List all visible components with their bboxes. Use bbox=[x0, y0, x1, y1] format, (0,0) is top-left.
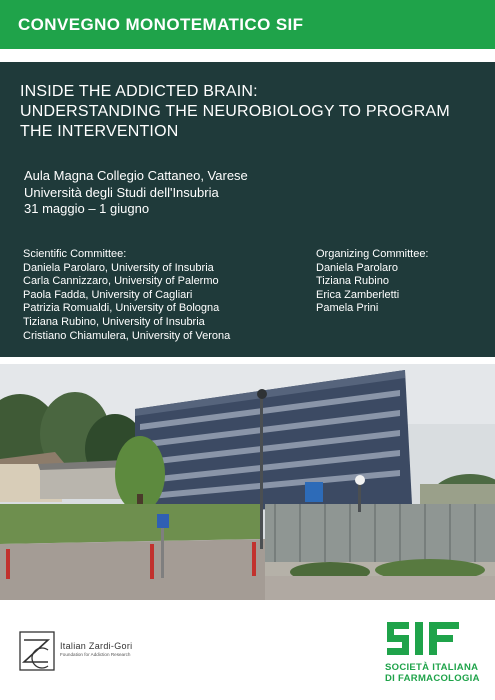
sif-logo bbox=[385, 620, 485, 686]
zardi-gori-subtitle: Foundation for Addiction Research bbox=[60, 652, 131, 657]
committee-member: Patrizia Romualdi, University of Bologna bbox=[23, 302, 220, 315]
committee-heading: Organizing Committee: bbox=[316, 248, 429, 260]
venue-photo bbox=[0, 364, 495, 600]
committee-member: Erica Zamberletti bbox=[316, 288, 400, 301]
committee-member: Paola Fadda, University of Cagliari bbox=[23, 288, 193, 301]
venue-name: Aula Magna Collegio Cattaneo, Varese bbox=[24, 168, 248, 183]
committee-member: Pamela Prini bbox=[316, 302, 379, 315]
event-title-line: THE INTERVENTION bbox=[20, 123, 179, 140]
venue-university: Università degli Studi dell'Insubria bbox=[24, 184, 219, 200]
venue-block bbox=[24, 168, 248, 218]
event-info-panel bbox=[0, 62, 495, 357]
zardi-gori-logo bbox=[18, 630, 168, 676]
sif-mark-icon bbox=[385, 620, 465, 658]
committee-member: Cristiano Chiamulera, University of Verona bbox=[23, 329, 231, 342]
event-title-line: INSIDE THE ADDICTED BRAIN: bbox=[20, 83, 258, 100]
event-title bbox=[20, 82, 485, 142]
event-title-line: UNDERSTANDING THE NEUROBIOLOGY TO PROGRAM bbox=[20, 103, 450, 120]
committee-member: Carla Cannizzaro, University of Palermo bbox=[23, 275, 219, 288]
zardi-gori-name: Italian Zardi-Gori bbox=[60, 641, 133, 651]
zardi-gori-mark-icon bbox=[18, 630, 58, 676]
committee-member: Daniela Parolaro, University of Insubria bbox=[23, 261, 214, 274]
event-dates: 31 maggio – 1 giugno bbox=[24, 201, 150, 216]
committee-heading: Scientific Committee: bbox=[23, 248, 127, 260]
banner-title: CONVEGNO MONOTEMATICO SIF bbox=[18, 15, 304, 34]
sif-name-line: DI FARMACOLOGIA bbox=[385, 673, 480, 684]
committee-member: Tiziana Rubino bbox=[316, 275, 389, 288]
header-banner bbox=[0, 0, 495, 52]
committee-member: Tiziana Rubino, University of Insubria bbox=[23, 315, 205, 328]
sif-name-line: SOCIETÀ ITALIANA bbox=[385, 662, 479, 673]
committee-member: Daniela Parolaro bbox=[316, 261, 398, 274]
scientific-committee bbox=[23, 248, 230, 343]
organizing-committee bbox=[316, 248, 429, 316]
